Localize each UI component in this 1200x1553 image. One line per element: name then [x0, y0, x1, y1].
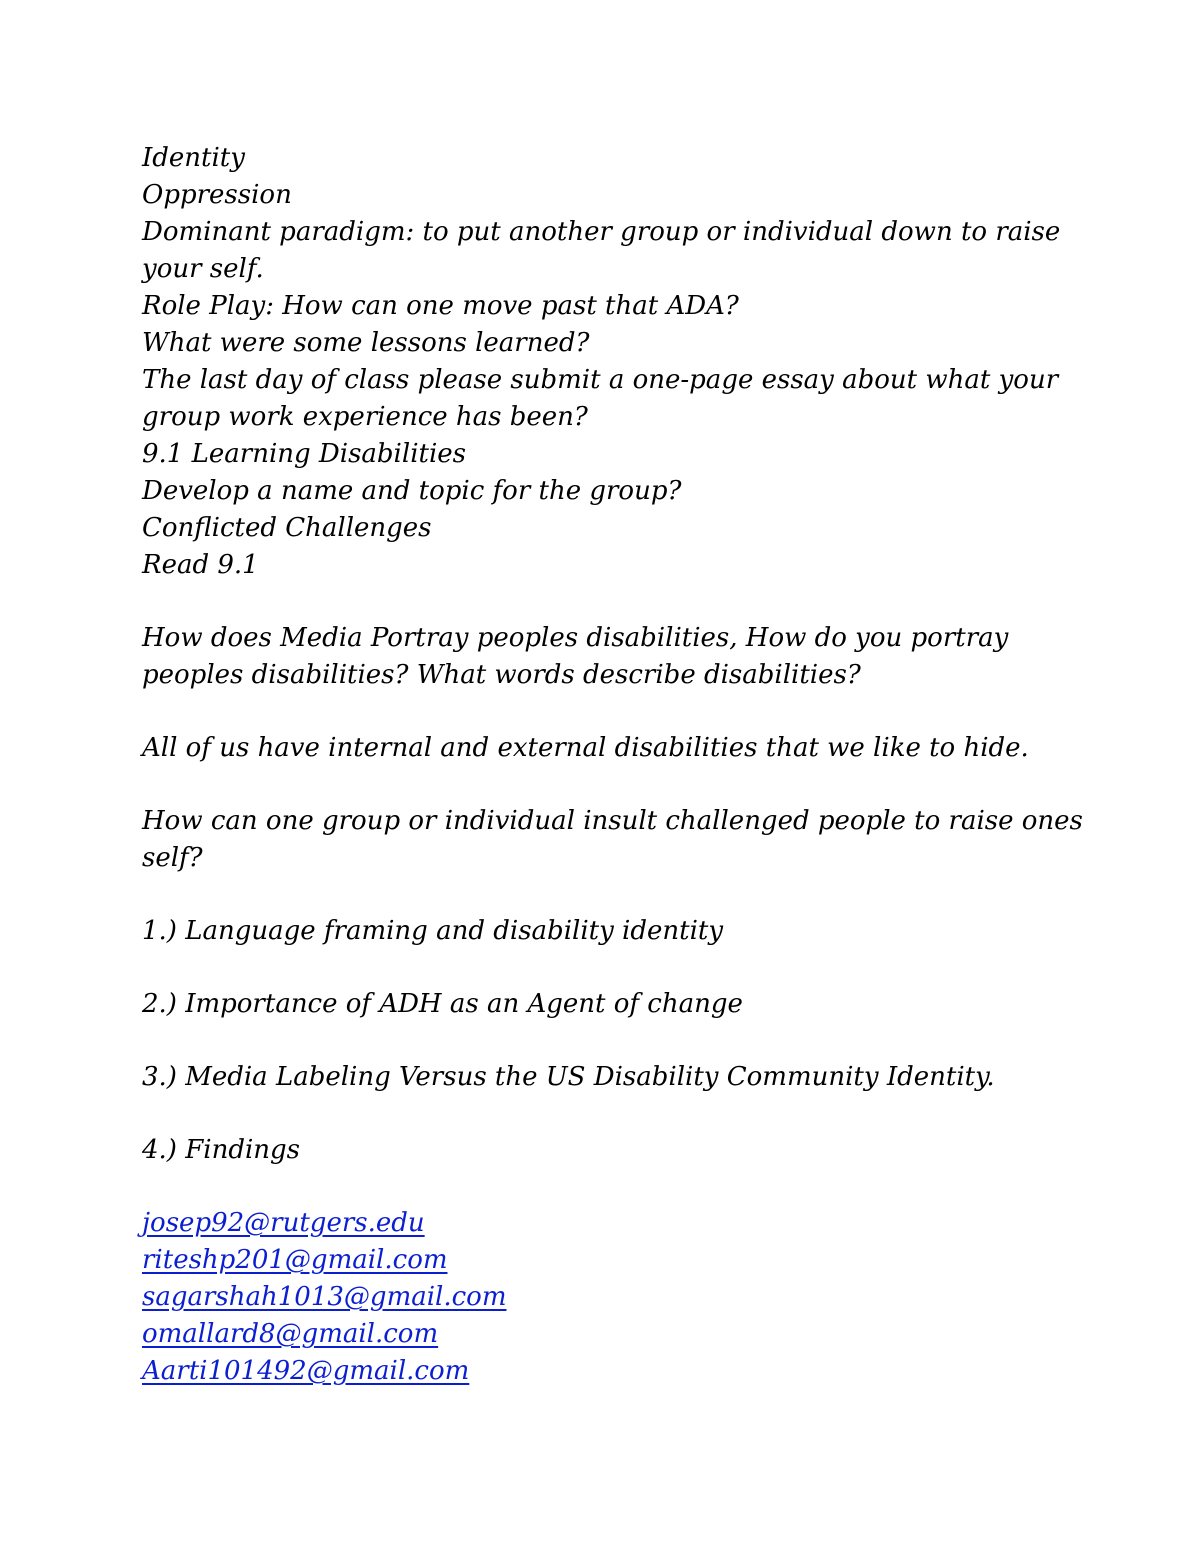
- note-role-play: Role Play: How can one move past that ADA?: [142, 291, 739, 321]
- media-question-line-2: peoples disabilities? What words describe disabilities?: [142, 660, 861, 690]
- disabilities-statement: All of us have internal and external disabilities that we like to hide.: [142, 733, 1029, 763]
- insult-question-line-1: How can one group or individual insult challenged people to raise ones: [142, 806, 1083, 836]
- email-link[interactable]: josep92@rutgers.edu: [142, 1208, 425, 1238]
- note-oppression: Oppression: [142, 180, 292, 210]
- note-read: Read 9.1: [142, 550, 259, 580]
- paragraph-spacer: [142, 584, 1082, 620]
- topic-item-4: 4.) Findings: [142, 1135, 301, 1165]
- note-learning-disabilities: 9.1 Learning Disabilities: [142, 439, 466, 469]
- topic-item-3: 3.) Media Labeling Versus the US Disability Community Identity.: [142, 1062, 995, 1092]
- note-essay-assignment: The last day of class please submit a one-page essay about what your: [142, 365, 1059, 395]
- note-dominant-paradigm: Dominant paradigm: to put another group or individual down to raise: [142, 217, 1061, 247]
- document-page: [142, 140, 1082, 1390]
- topic-item-2: 2.) Importance of ADH as an Agent of change: [142, 989, 743, 1019]
- paragraph-spacer: [142, 950, 1082, 986]
- contact-email-list: [142, 1205, 1082, 1390]
- topic-item-1: 1.) Language framing and disability identity: [142, 916, 724, 946]
- note-dominant-paradigm-cont: your self.: [142, 254, 264, 284]
- paragraph-spacer: [142, 767, 1082, 803]
- email-link[interactable]: sagarshah1013@gmail.com: [142, 1282, 507, 1312]
- email-link[interactable]: omallard8@gmail.com: [142, 1319, 439, 1349]
- paragraph-spacer: [142, 694, 1082, 730]
- paragraph-spacer: [142, 1169, 1082, 1205]
- email-link[interactable]: riteshp201@gmail.com: [142, 1245, 448, 1275]
- note-essay-assignment-cont: group work experience has been?: [142, 402, 588, 432]
- paragraph-spacer: [142, 1023, 1082, 1059]
- note-lessons-learned: What were some lessons learned?: [142, 328, 590, 358]
- email-link[interactable]: Aarti101492@gmail.com: [142, 1356, 470, 1386]
- note-identity: Identity: [142, 143, 245, 173]
- media-question-line-1: How does Media Portray peoples disabilities, How do you portray: [142, 623, 1009, 653]
- note-group-name: Develop a name and topic for the group?: [142, 476, 682, 506]
- paragraph-spacer: [142, 877, 1082, 913]
- paragraph-spacer: [142, 1096, 1082, 1132]
- insult-question-line-2: self?: [142, 843, 203, 873]
- note-conflicted-challenges: Conflicted Challenges: [142, 513, 432, 543]
